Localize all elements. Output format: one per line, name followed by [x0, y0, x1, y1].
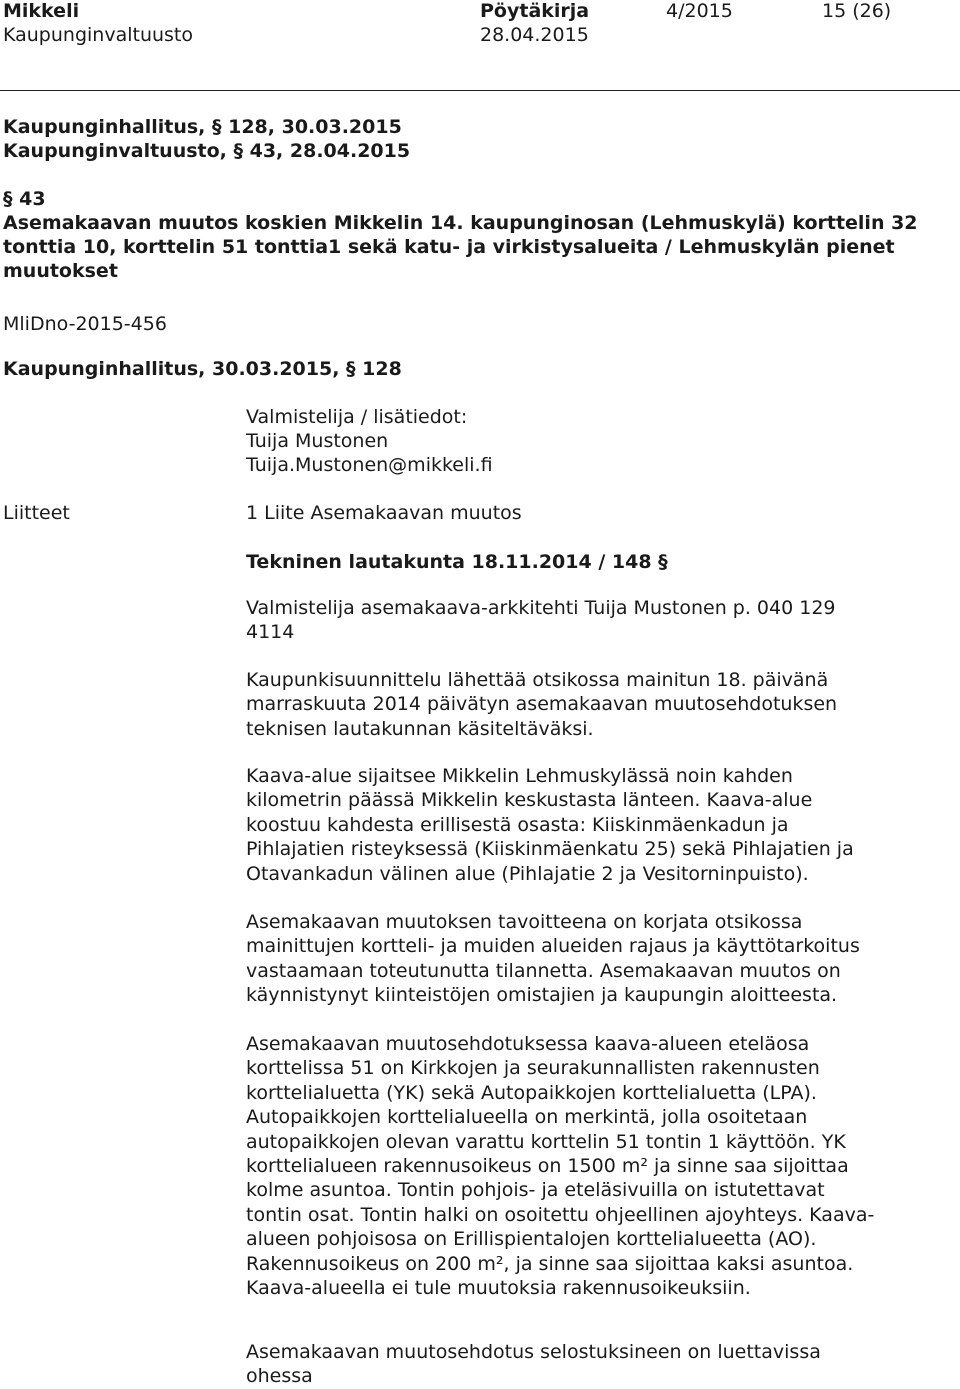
- paragraph-line: mainittujen kortteli- ja muiden alueiden rajaus ja käyttötarkoitus: [246, 935, 860, 958]
- paragraph-line: Valmistelija asemakaava-arkkitehti Tuija Mustonen p. 040 129: [246, 597, 836, 619]
- attachment-item[interactable]: 1 Liite Asemakaavan muutos: [246, 502, 522, 524]
- section-title-line: Asemakaavan muutos koskien Mikkelin 14. kaupunginosan (Lehmuskylä) korttelin 32: [3, 212, 918, 234]
- paragraph-line: Autopaikkojen korttelialueella on merkintä, jolla osoitetaan: [246, 1106, 808, 1129]
- paragraph: [246, 1032, 946, 1300]
- paragraph-line: korttelissa 51 on Kirkkojen ja seurakunnallisten rakennusten: [246, 1057, 820, 1080]
- paragraph-line: teknisen lautakunnan käsiteltäväksi.: [246, 717, 594, 740]
- paragraph-line: Rakennusoikeus on 200 m², ja sinne saa sijoittaa kaksi asuntoa.: [246, 1252, 854, 1275]
- board-heading: Kaupunginhallitus, 30.03.2015, § 128: [3, 358, 402, 380]
- paragraph-line: ohessa: [246, 1365, 313, 1388]
- preparer-email: Tuija.Mustonen@mikkeli.fi: [246, 454, 493, 476]
- paragraph-line: korttelialuetta (YK) sekä Autopaikkojen korttelialuetta (LPA).: [246, 1081, 817, 1104]
- paragraph-line: Asemakaavan muutosehdotuksessa kaava-alueen eteläosa: [246, 1033, 810, 1055]
- section-title-line: tonttia 10, korttelin 51 tonttia1 sekä katu- ja virkistysalueita / Lehmuskylän pienet: [3, 236, 895, 258]
- diary-number: MliDno-2015-456: [3, 313, 167, 335]
- paragraph-line: kolme asuntoa. Tontin pohjois- ja eteläsivuilla on istutettavat: [246, 1179, 825, 1202]
- paragraph: [246, 1340, 946, 1389]
- paragraph-line: Pihlajatien risteyksessä (Kiiskinmäenkatu 25) sekä Pihlajatien ja: [246, 838, 854, 861]
- paragraph: [246, 596, 946, 645]
- header-number: 4/2015: [666, 0, 733, 22]
- paragraph-line: vastaamaan toteutunutta tilannetta. Asemakaavan muutos on: [246, 959, 841, 982]
- paragraph-line: Kaupunkisuunnittelu lähettää otsikossa mainitun 18. päivänä: [246, 669, 829, 691]
- paragraph-line: Asemakaavan muutosehdotus selostuksineen on luettavissa: [246, 1341, 821, 1363]
- header-date: 28.04.2015: [480, 24, 589, 46]
- tech-board-heading: Tekninen lautakunta 18.11.2014 / 148 §: [246, 551, 668, 573]
- paragraph-line: Kaava-alue sijaitsee Mikkelin Lehmuskylässä noin kahden: [246, 765, 793, 787]
- header-body: Kaupunginvaltuusto: [3, 24, 194, 46]
- paragraph-line: tontin osat. Tontin halki on osoitettu ohjeellinen ajoyhteys. Kaava-: [246, 1203, 875, 1226]
- paragraph-line: Kaava-alueella ei tule muutoksia rakennusoikeuksiin.: [246, 1276, 751, 1299]
- paragraph: [246, 668, 946, 741]
- paragraph-line: Asemakaavan muutoksen tavoitteena on korjata otsikossa: [246, 911, 803, 933]
- paragraph-line: Otavankadun välinen alue (Pihlajatie 2 ja Vesitorninpuisto).: [246, 862, 809, 885]
- paragraph-line: korttelialueen rakennusoikeus on 1500 m² ja sinne saa sijoittaa: [246, 1154, 849, 1177]
- paragraph-line: alueen pohjoisosa on Erillispientalojen korttelialueetta (AO).: [246, 1228, 817, 1251]
- paragraph: [246, 764, 946, 886]
- header-page: 15 (26): [822, 0, 892, 22]
- paragraph: [246, 910, 946, 1008]
- section-title-line: muutokset: [3, 260, 118, 282]
- section-number: § 43: [3, 188, 46, 210]
- header-doc-type: Pöytäkirja: [480, 0, 590, 22]
- header-divider: [0, 90, 960, 91]
- ref-line: Kaupunginvaltuusto, § 43, 28.04.2015: [3, 140, 411, 162]
- ref-line: Kaupunginhallitus, § 128, 30.03.2015: [3, 116, 402, 138]
- paragraph-line: kilometrin päässä Mikkelin keskustasta länteen. Kaava-alue: [246, 789, 813, 812]
- attachments-label: Liitteet: [3, 502, 70, 524]
- preparer-label: Valmistelija / lisätiedot:: [246, 406, 468, 428]
- paragraph-line: käynnistynyt kiinteistöjen omistajien ja kaupungin aloitteesta.: [246, 984, 838, 1007]
- preparer-name: Tuija Mustonen: [246, 430, 389, 452]
- header-org: Mikkeli: [3, 0, 80, 22]
- paragraph-line: koostuu kahdesta erillisestä osasta: Kiiskinmäenkadun ja: [246, 813, 789, 836]
- paragraph-line: 4114: [246, 621, 295, 644]
- paragraph-line: marraskuuta 2014 päivätyn asemakaavan muutosehdotuksen: [246, 693, 838, 716]
- paragraph-line: autopaikkojen olevan varattu korttelin 51 tontin 1 käyttöön. YK: [246, 1130, 846, 1153]
